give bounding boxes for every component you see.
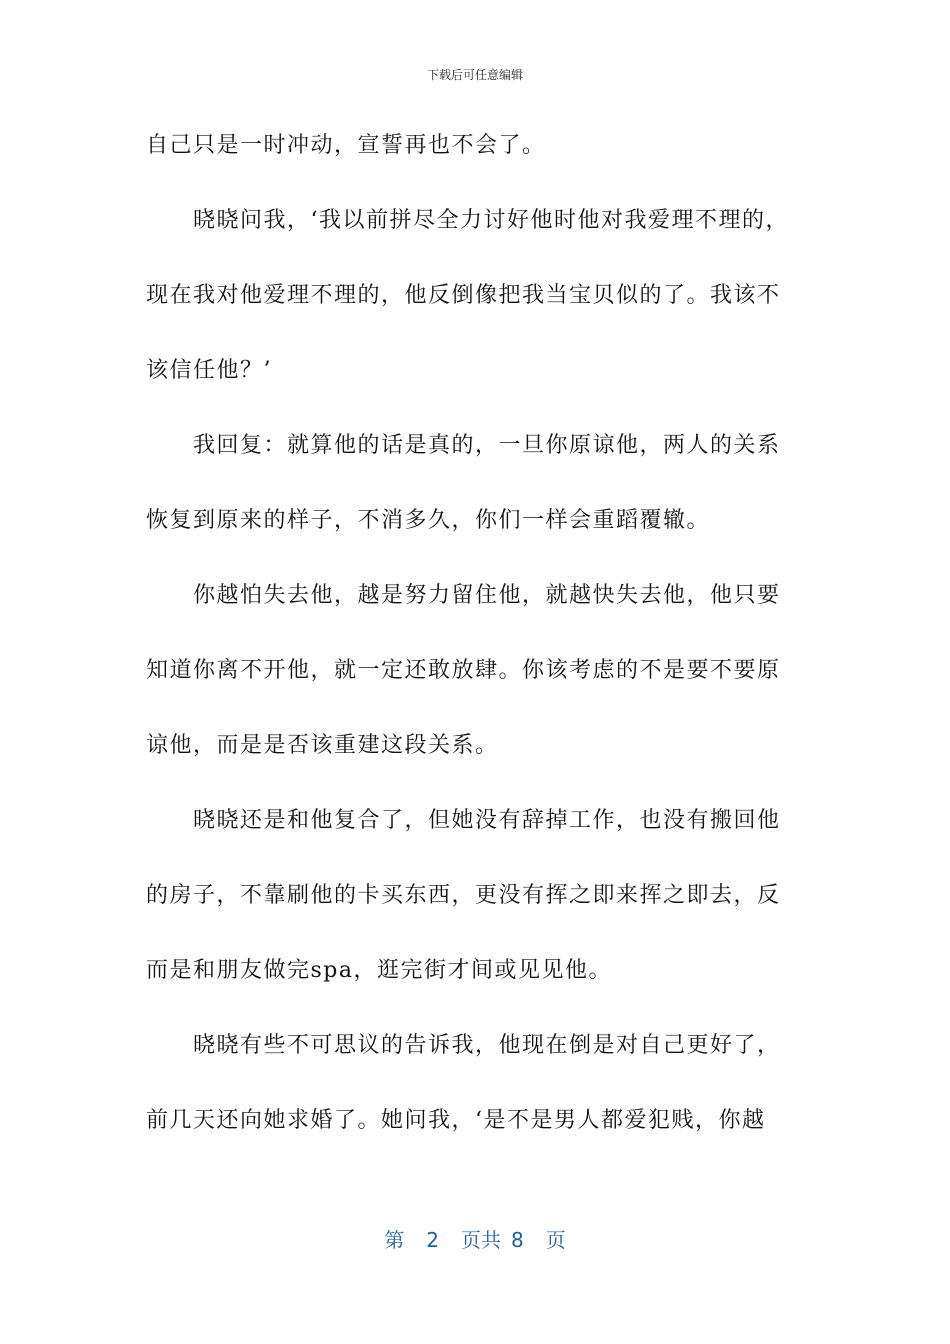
paragraph-start-line: 晓晓还是和他复合了，但她没有辞掉工作，也没有搬回他 — [193, 808, 781, 833]
text-line: 前几天还向她求婚了。她问我，‘是不是男人都爱犯贱，你越 — [146, 1108, 766, 1133]
paragraph-start-line: 晓晓问我，‘我以前拼尽全力讨好他时他对我爱理不理的， — [193, 208, 789, 233]
page-footer — [0, 1224, 950, 1253]
text-line: 恢复到原来的样子，不消多久，你们一样会重蹈覆辙。 — [146, 508, 711, 533]
document-body — [146, 118, 796, 1168]
footer-prefix: 第 — [384, 1228, 405, 1252]
total-pages-number: 8 — [511, 1228, 524, 1252]
paragraph-start-line: 我回复：就算他的话是真的，一旦你原谅他，两人的关系 — [193, 433, 781, 458]
text-line: 知道你离不开他，就一定还敢放肆。你该考虑的不是要不要原 — [146, 658, 781, 683]
text-line: 谅他，而是是否该重建这段关系。 — [146, 733, 499, 758]
paragraph-start-line: 你越怕失去他，越是努力留住他，就越快失去他，他只要 — [193, 583, 781, 608]
text-line: 该信任他？’ — [146, 358, 272, 383]
footer-suffix: 页 — [545, 1228, 566, 1252]
footer-middle: 页共 — [461, 1228, 501, 1252]
current-page-number: 2 — [426, 1228, 439, 1252]
text-line: 的房子，不靠刷他的卡买东西，更没有挥之即来挥之即去，反 — [146, 883, 781, 908]
paragraph-start-line: 晓晓有些不可思议的告诉我，他现在倒是对自己更好了， — [193, 1033, 781, 1058]
text-line: 现在我对他爱理不理的，他反倒像把我当宝贝似的了。我该不 — [146, 283, 781, 308]
header-note: 下载后可任意编辑 — [426, 68, 523, 82]
text-line: 而是和朋友做完spa，逛完街才间或见见他。 — [146, 958, 612, 983]
text-line: 自己只是一时冲动，宣誓再也不会了。 — [146, 133, 546, 158]
